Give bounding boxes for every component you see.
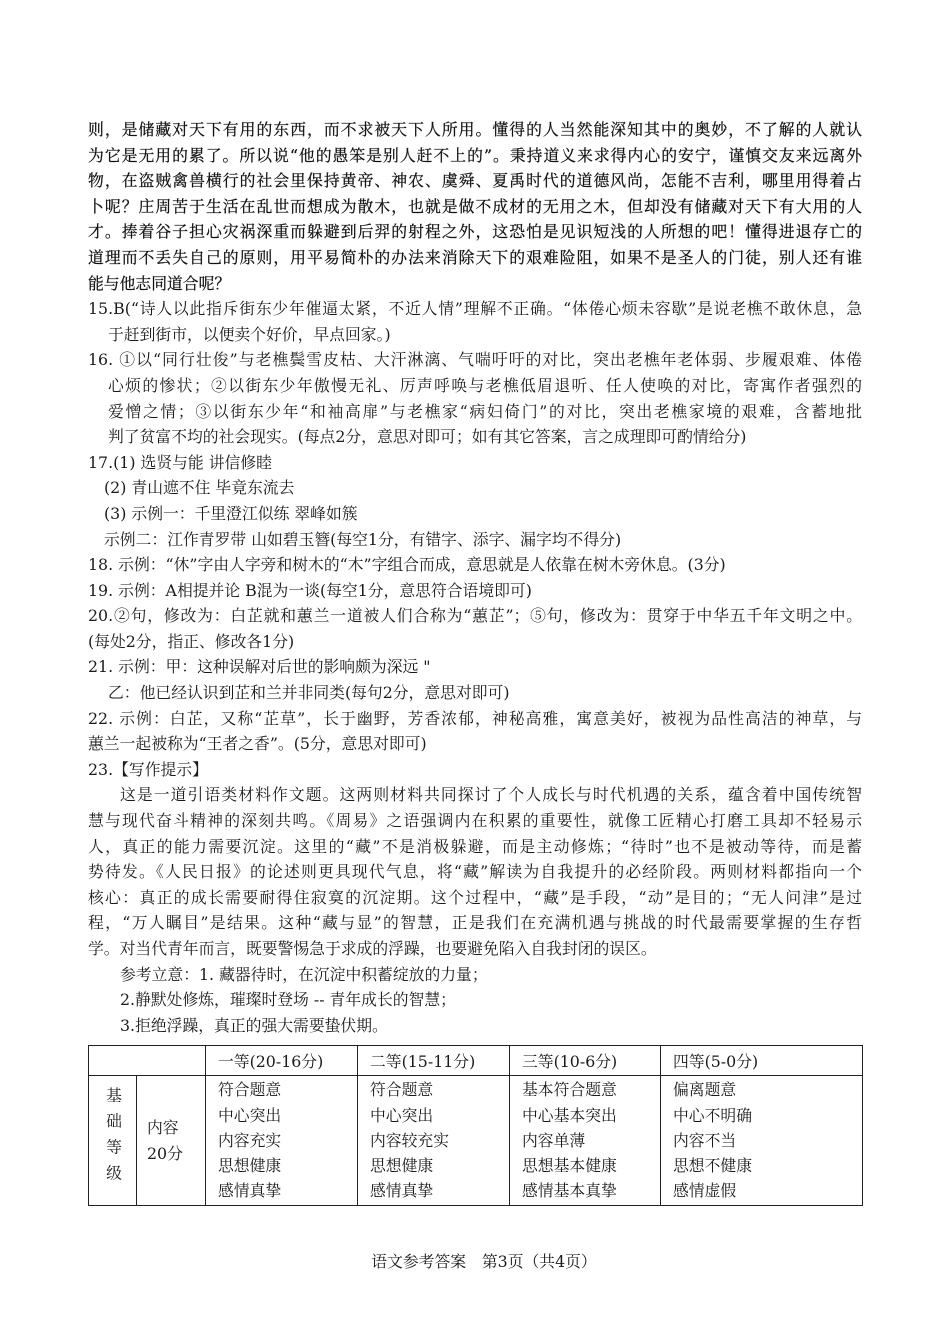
criterion: 感情真挚	[218, 1181, 282, 1201]
text-line: 人，真正的能力需要沉淀。这里的“藏”不是消极躲避，而是主动修炼；“待时”也不是被动等待，而是蓄	[88, 836, 862, 856]
text-line: 核心：真正的成长需要耐得住寂寞的沉淀期。这个过程中，“藏”是手段，“动”是目的；“无人问津”是过	[88, 887, 862, 907]
text-line: 慧与现代奋斗精神的深刻共鸣。《周易》之语强调内在积累的重要性，就像工匠精心打磨工具却不轻易示	[88, 811, 862, 831]
answer-19	[88, 578, 862, 604]
text-line: (每处2分，指正、修改各1分)	[88, 631, 295, 651]
text-line: (3) 示例一：千里澄江似练 翠峰如簇	[104, 503, 358, 523]
answer-23-writing-tips	[88, 757, 862, 1039]
criterion: 偏离题意	[673, 1080, 737, 1100]
criterion: 思想健康	[218, 1156, 282, 1176]
answer-20	[88, 603, 862, 654]
answer-22	[88, 706, 862, 757]
grade-3-header: 三等(10-6分)	[510, 1046, 661, 1076]
criterion: 中心基本突出	[522, 1105, 617, 1125]
text-line: 15.B(“诗人以此指斥街东少年催逼太紧，不近人情”理解不正确。“体倦心烦未容歇”是说老樵不敢休息，急	[88, 299, 862, 319]
rubric-corner-cell	[89, 1046, 206, 1076]
criterion: 符合题意	[370, 1080, 434, 1100]
theme-item: 3.拒绝浮躁，真正的强大需要蛰伏期。	[120, 1015, 388, 1035]
text-line: 物，在盗贼禽兽横行的社会里保持黄帝、神农、虞舜、夏禹时代的道德风尚，怎能不吉利，哪里用得着占	[88, 171, 862, 191]
criterion: 内容不当	[673, 1130, 737, 1150]
text-line: 能与他志同道合呢？	[88, 273, 231, 293]
criterion: 感情虚假	[673, 1181, 737, 1201]
grade-2-criteria	[358, 1076, 510, 1206]
text-line: 乙：他已经认识到芷和兰并非同类(每句2分，意思对即可)	[108, 683, 510, 703]
text-line: 19. 示例：A相提并论 B混为一谈(每空1分，意思符合语境即可)	[88, 580, 532, 600]
answer-16	[88, 347, 862, 449]
text-line: 这是一道引语类材料作文题。这两则材料共同探讨了个人成长与时代机遇的关系，蕴含着中国传统智	[120, 785, 862, 805]
category-label: 基础等级	[103, 1086, 123, 1191]
page-footer: 语文参考答案 第3页（共4页）	[371, 1252, 597, 1271]
answer-key-body	[88, 117, 862, 1038]
criterion: 中心突出	[370, 1105, 434, 1125]
answer-18	[88, 552, 862, 578]
text-line: 18. 示例：“休”字由人字旁和树木的“木”字组合而成，意思就是人依靠在树木旁休息。(3分)	[88, 555, 726, 575]
text-line: 20.②句，修改为：白芷就和蕙兰一道被人们合称为“蕙芷”；⑤句，修改为：贯穿于中华五千年文明之中。	[88, 606, 862, 626]
section-title: 23.【写作提示】	[88, 759, 208, 779]
text-line: 16. ①以“同行壮俊”与老樵鬓雪皮枯、大汗淋漓、气喘吁吁的对比，突出老樵年老体弱、步履艰难、体倦	[88, 350, 862, 370]
q14-translation-continuation	[88, 117, 862, 296]
text-line: 于赶到街市，以便卖个好价，早点回家。)	[108, 324, 391, 344]
grade-1-criteria	[206, 1076, 358, 1206]
text-line: 心烦的惨状；②以街东少年傲慢无礼、厉声呼唤与老樵低眉退听、任人使唤的对比，寄寓作者强烈的	[108, 375, 862, 395]
theme-item: 2.静默处修炼，璀璨时登场 -- 青年成长的智慧；	[120, 990, 456, 1010]
text-line: 17.(1) 选贤与能 讲信修睦	[88, 452, 272, 472]
criterion: 内容较充实	[370, 1130, 449, 1150]
text-line: 22. 示例：白芷，又称“芷草”，长于幽野，芳香浓郁，神秘高雅，寓意美好，被视为品性高洁的神草，与	[88, 708, 862, 728]
text-line: 蕙兰一起被称为“王者之香”。(5分，意思对即可)	[88, 734, 427, 754]
grade-1-header: 一等(20-16分)	[206, 1046, 358, 1076]
text-line: 21. 示例：甲：这种误解对后世的影响颇为深远 "	[88, 657, 431, 677]
criterion: 中心不明确	[673, 1105, 752, 1125]
rubric-header-row	[89, 1046, 863, 1076]
grade-3-criteria	[510, 1076, 661, 1206]
text-line: 道理而不丢失自己的原则，用平易简朴的办法来消除天下的艰难险阻，如果不是圣人的门徒，别人还有谁	[88, 247, 862, 267]
text-line: 势待发。《人民日报》的论述则更具现代气息，将“藏”解读为自我提升的必经阶段。两则材料都指向一个	[88, 862, 862, 882]
criterion: 内容充实	[218, 1130, 282, 1150]
criterion: 中心突出	[218, 1105, 282, 1125]
criterion: 感情基本真挚	[522, 1181, 617, 1201]
text-line: 程，“万人瞩目”是结果。这种“藏与显”的智慧，正是我们在充满机遇与挑战的时代最需要掌握的生存哲	[88, 913, 862, 933]
grade-4-header: 四等(5-0分)	[661, 1046, 863, 1076]
answer-17	[88, 450, 862, 552]
text-line: 卜呢？庄周苦于生活在乱世而想成为散木，也就是做不成材的无用之木，但却没有储藏对天下有大用的人	[88, 196, 862, 216]
rubric-category-cell	[89, 1076, 137, 1206]
text-line: 示例二：江作青罗带 山如碧玉簪(每空1分，有错字、添字、漏字均不得分)	[104, 529, 622, 549]
criterion: 思想基本健康	[522, 1156, 617, 1176]
scoring-rubric-table	[88, 1045, 863, 1206]
criterion: 思想不健康	[673, 1156, 752, 1176]
item-label: 内容	[147, 1117, 179, 1137]
grade-2-header: 二等(15-11分)	[358, 1046, 510, 1076]
rubric-content-row	[89, 1076, 863, 1206]
answer-21	[88, 654, 862, 705]
item-score: 20分	[147, 1143, 183, 1163]
text-line: 为它是无用的累了。所以说“他的愚笨是别人赶不上的”。秉持道义来求得内心的安宁，谨慎交友来远离外	[88, 145, 862, 165]
criterion: 基本符合题意	[522, 1080, 617, 1100]
text-line: 学。对当代青年而言，既要警惕急于求成的浮躁，也要避免陷入自我封闭的误区。	[88, 939, 657, 958]
text-line: 爱憎之情；③以街东少年“和袖高扉”与老樵家“病妇倚门”的对比，突出老樵家境的艰难，含蓄地批	[108, 401, 862, 421]
criterion: 感情真挚	[370, 1181, 434, 1201]
grade-4-criteria	[661, 1076, 863, 1206]
criterion: 思想健康	[370, 1156, 434, 1176]
text-line: 则，是储藏对天下有用的东西，而不求被天下人所用。懂得的人当然能深知其中的奥妙，不了解的人就认	[88, 120, 862, 139]
criterion: 符合题意	[218, 1080, 282, 1100]
rubric-item-cell	[137, 1076, 206, 1206]
text-line: (2) 青山遮不住 毕竟东流去	[104, 478, 295, 498]
text-line: 才。捧着谷子担心灾祸深重而躲避到后羿的射程之外，这恐怕是见识短浅的人所想的吧！懂得进退存亡的	[88, 222, 862, 242]
criterion: 内容单薄	[522, 1130, 586, 1150]
answer-15	[88, 296, 862, 347]
text-line: 判了贫富不均的社会现实。(每点2分，意思对即可；如有其它答案，言之成理即可酌情给分)	[108, 427, 747, 447]
theme-item: 参考立意：1. 藏器待时，在沉淀中积蓄绽放的力量；	[120, 964, 488, 984]
